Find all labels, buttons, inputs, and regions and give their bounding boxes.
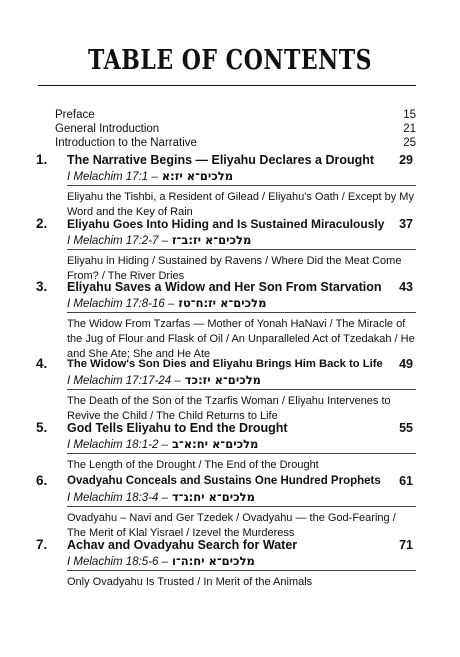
chapter-title: God Tells Eliyahu to End the Drought: [67, 421, 288, 435]
reference-hebrew: מלכים־א יז:ח־טז: [178, 296, 267, 310]
reference-english: I Melachim 18:3-4 –: [67, 492, 168, 504]
chapter-number: 7.: [36, 537, 48, 552]
front-matter-page: 15: [403, 109, 416, 121]
chapter-reference: [67, 169, 233, 184]
reference-english: I Melachim 17:17-24 –: [67, 375, 181, 387]
chapter-number: 3.: [36, 279, 48, 294]
reference-english: I Melachim 17:8-16 –: [67, 298, 175, 310]
chapter-description: The Widow From Tzarfas — Mother of Yonah HaNavi / The Miracle of the Jug of Flour and Flask of Oil / An Unparalleled Act of Tzedakah / He and She Ate; She and He Ate: [67, 318, 415, 360]
reference-hebrew: מלכים־א יח:א־ב: [172, 437, 259, 451]
chapter-page: 29: [399, 153, 413, 167]
title-divider: [38, 85, 416, 86]
reference-english: I Melachim 17:1 –: [67, 171, 158, 183]
front-matter-item[interactable]: [55, 122, 416, 136]
chapter-page: 71: [399, 538, 413, 552]
chapter-reference: [67, 554, 255, 569]
chapter-title: Eliyahu Saves a Widow and Her Son From Starvation: [67, 280, 382, 294]
chapter-number: 4.: [36, 356, 48, 371]
chapter-divider: [67, 389, 416, 390]
reference-hebrew: מלכים־א יח:ה־ו: [172, 554, 255, 568]
chapter-description: The Death of the Son of the Tzarfis Woman / Eliyahu Intervenes to Revive the Child / The Child Returns to Life: [67, 395, 391, 422]
front-matter-item[interactable]: [55, 136, 416, 150]
chapter-page: 55: [399, 421, 413, 435]
reference-hebrew: מלכים־א יז:ב־ז: [172, 233, 252, 247]
chapter-reference: [67, 437, 258, 452]
reference-hebrew: מלכים־א יז:א: [161, 169, 234, 183]
chapter-divider: [67, 185, 416, 186]
chapter-page: 43: [399, 280, 413, 294]
chapter-title: Eliyahu Goes Into Hiding and Is Sustained Miraculously: [67, 217, 385, 231]
chapter-reference: [67, 296, 266, 311]
chapter-divider: [67, 249, 416, 250]
chapter-description: The Length of the Drought / The End of the Drought: [67, 459, 319, 471]
chapter-divider: [67, 453, 416, 454]
chapter-page: 61: [399, 474, 413, 488]
chapter-title: The Widow's Son Dies and Eliyahu Brings Him Back to Life: [67, 358, 383, 370]
front-matter-list: [55, 108, 416, 150]
reference-hebrew: מלכים־א יז:כד: [184, 373, 261, 387]
chapter-page: 49: [399, 357, 413, 371]
chapter-number: 2.: [36, 216, 48, 231]
chapter-description: Only Ovadyahu Is Trusted / In Merit of the Animals: [67, 576, 313, 588]
chapter-description: Ovadyahu – Navi and Ger Tzedek / Ovadyahu — the God-Fearing / The Merit of Klal Yisrael / Izevel the Murderess: [67, 512, 396, 539]
chapter-title: Achav and Ovadyahu Search for Water: [67, 538, 298, 552]
front-matter-label: General Introduction: [55, 123, 160, 135]
front-matter-label: Introduction to the Narrative: [55, 137, 197, 149]
chapter-description: Eliyahu the Tishbi, a Resident of Gilead / Eliyahu's Oath / Except by My Word and the Key of Rain: [67, 191, 414, 218]
front-matter-page: 21: [403, 123, 416, 135]
page-title: TABLE OF CONTENTS: [88, 44, 372, 77]
chapter-number: 6.: [36, 473, 48, 488]
chapter-title: Ovadyahu Conceals and Sustains One Hundred Prophets: [67, 475, 381, 487]
chapter-description: Eliyahu in Hiding / Sustained by Ravens / Where Did the Meat Come From? / The River Dries: [67, 255, 402, 282]
front-matter-item[interactable]: [55, 108, 416, 122]
front-matter-label: Preface: [55, 109, 95, 121]
reference-hebrew: מלכים־א יח:ג־ד: [172, 490, 255, 504]
chapter-reference: [67, 490, 255, 505]
chapter-divider: [67, 570, 416, 571]
chapter-page: 37: [399, 217, 413, 231]
chapter-divider: [67, 506, 416, 507]
front-matter-page: 25: [403, 137, 416, 149]
reference-english: I Melachim 18:1-2 –: [67, 439, 168, 451]
chapter-divider: [67, 312, 416, 313]
chapter-number: 1.: [36, 152, 48, 167]
chapter-reference: [67, 233, 251, 248]
reference-english: I Melachim 17:2-7 –: [67, 235, 168, 247]
chapter-title: The Narrative Begins — Eliyahu Declares a Drought: [67, 153, 375, 167]
chapter-reference: [67, 373, 261, 388]
reference-english: I Melachim 18:5-6 –: [67, 556, 168, 568]
chapter-number: 5.: [36, 420, 48, 435]
